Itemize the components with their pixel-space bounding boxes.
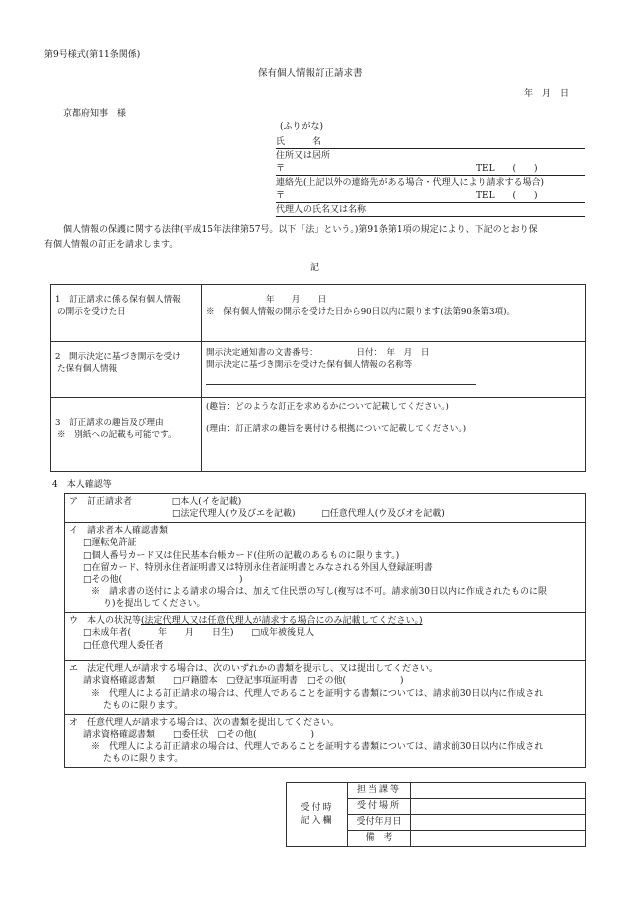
checkbox-delegator[interactable]: □任意代理人委任者	[83, 640, 164, 651]
row-d	[65, 661, 586, 715]
section-2-info-name: 開示決定に基づき開示を受けた保有個人情報の名称等	[206, 359, 413, 370]
checkbox-legal-agent[interactable]: □法定代理人(ウ及びエを記載)	[172, 509, 296, 520]
row-e	[65, 714, 586, 768]
furigana-label: (ふりがな)	[280, 122, 324, 132]
legal-agent-docs-options[interactable]: 請求資格確認書類 □戸籍謄本 □登記事項証明書 □その他( )	[83, 676, 404, 687]
tel-label-2[interactable]: TEL ( )	[476, 191, 538, 201]
section-1-note: ※ 保有個人情報の開示を受けた日から90日以内に限ります(法第90条第3項)。	[206, 306, 516, 317]
identity-table	[64, 493, 586, 768]
section-2-label	[51, 342, 202, 398]
section-2-label-line-1: 2 開示決定に基づき開示を受け	[55, 352, 181, 362]
section-3-purpose: (趣旨：どのような訂正を求めるかについて記載してください。)	[206, 402, 449, 412]
reception-date-value[interactable]	[411, 815, 586, 831]
voluntary-agent-docs-options[interactable]: 請求資格確認書類 □委任状 □その他( )	[83, 729, 315, 740]
voluntary-agent-docs-cell	[65, 714, 586, 768]
checkbox-residence-card[interactable]: □在留カード、特別永住者証明書又は特別永住者証明書とみなされる外国人登録証明書	[83, 562, 433, 573]
checkbox-voluntary-agent[interactable]: □任意代理人(ウ及びオを記載)	[321, 509, 445, 520]
section-2-content[interactable]	[202, 342, 586, 398]
reception-place-label: 受付場所	[348, 799, 411, 815]
form-number: 第9号様式(第11条関係)	[44, 50, 141, 60]
section-1-label-line-2: の開示を受けた日	[57, 306, 126, 317]
id-documents-title: イ 請求者本人確認書類	[69, 526, 169, 537]
reception-label-cell	[287, 783, 348, 847]
section-2-label-line-2: た保有個人情報	[57, 363, 118, 374]
row-a	[65, 494, 586, 523]
reception-place-value[interactable]	[411, 799, 586, 815]
contact-underline	[276, 202, 585, 203]
name-underline	[276, 148, 585, 149]
section-2-doc-number: 開示決定通知書の文書番号： 日付： 年 月 日	[206, 348, 430, 358]
section-3-reason: (理由：訂正請求の趣旨を裏付ける根拠について記載してください。)	[206, 423, 467, 434]
section-1-content[interactable]	[202, 285, 586, 342]
intro-line-2: 有個人情報の訂正を請求します。	[44, 240, 179, 250]
section-3-label-line-1: 3 訂正請求の趣旨及び理由	[55, 418, 164, 428]
legal-agent-docs-title: エ 法定代理人が請求する場合は、次のいずれかの書類を提示し、又は提出してください。	[69, 664, 439, 675]
section-3-label	[51, 398, 202, 472]
postal-mark-2: 〒	[276, 191, 286, 201]
ki-heading: 記	[310, 263, 320, 273]
postal-mark-1: 〒	[276, 164, 286, 174]
address-underline	[276, 175, 585, 176]
addressee: 京都府知事 様	[63, 109, 127, 119]
requester-type-cell	[65, 494, 586, 523]
requester-type-label: ア 訂正請求者	[69, 497, 133, 507]
section-4-title: 4 本人確認等	[52, 480, 112, 490]
tel-label-1[interactable]: TEL ( )	[476, 164, 538, 174]
reception-date-label: 受付年月日	[348, 815, 411, 831]
contact-label[interactable]: 連絡先(上記以外の連絡先がある場合・代理人により請求する場合)	[276, 178, 545, 188]
date-line: 年 月 日	[524, 89, 570, 99]
name-label[interactable]: 氏 名	[276, 137, 322, 147]
row-c	[65, 613, 586, 661]
reception-label-line-1: 受付時	[300, 803, 334, 814]
reception-remarks-value[interactable]	[411, 831, 586, 847]
reception-label-line-2: 記入欄	[300, 815, 334, 826]
section-1-label	[51, 285, 202, 342]
id-documents-note-line-2: り)を提出してください。	[103, 599, 206, 610]
voluntary-agent-note-line-1: ※ 代理人による訂正請求の場合は、代理人であることを証明する書類については、請求前30日以内に作成され	[91, 742, 544, 753]
reception-dept-value[interactable]	[411, 783, 586, 799]
request-table	[50, 284, 586, 472]
voluntary-agent-docs-title: オ 任意代理人が請求する場合は、次の書類を提出してください。	[69, 717, 340, 728]
section-1-row	[51, 285, 586, 342]
checkbox-my-number-card[interactable]: □個人番号カード又は住民基本台帳カード(住所の記載のあるものに限ります。)	[83, 550, 400, 561]
checkbox-drivers-license[interactable]: □運転免許証	[83, 538, 137, 549]
section-1-label-line-1: 1 訂正請求に係る保有個人情報	[55, 295, 181, 305]
checkbox-minor[interactable]: □未成年者( 年 月 日生) □成年被後見人	[83, 628, 315, 639]
section-2-underline	[206, 384, 476, 385]
voluntary-agent-note-line-2: たものに限ります。	[103, 754, 184, 765]
section-1-date: 年 月 日	[266, 295, 327, 305]
principal-status-cell	[65, 613, 586, 661]
section-3-content[interactable]	[202, 398, 586, 472]
section-3-row	[51, 398, 586, 472]
legal-agent-docs-cell	[65, 661, 586, 715]
address-label[interactable]: 住所又は居所	[276, 151, 331, 161]
legal-agent-note-line-1: ※ 代理人による訂正請求の場合は、代理人であることを証明する書類については、請求前30日以内に作成され	[91, 688, 544, 699]
section-3-label-line-2: ※ 別紙への記載も可能です。	[57, 429, 177, 440]
agent-name-label[interactable]: 代理人の氏名又は名称	[276, 205, 367, 215]
document-title: 保有個人情報訂正請求書	[258, 68, 363, 79]
intro-line-1: 個人情報の保護に関する法律(平成15年法律第57号。以下「法」という。)第91条第1項の規定により、下記のとおり保	[63, 225, 538, 235]
section-2-row	[51, 342, 586, 398]
principal-status-title: ウ 本人の状況等	[69, 616, 142, 627]
checkbox-self[interactable]: □本人(イを記載)	[171, 497, 242, 507]
id-documents-note-line-1: ※ 請求書の送付による請求の場合は、加えて住民票の写し(複写は不可。請求前30日以内に作成されたものに限	[91, 586, 547, 597]
reception-table	[286, 782, 586, 847]
reception-dept-label: 担当課等	[348, 783, 411, 799]
reception-remarks-label: 備 考	[348, 831, 411, 847]
id-documents-cell	[65, 523, 586, 613]
checkbox-other-id[interactable]: □その他( )	[83, 574, 243, 585]
row-b	[65, 523, 586, 613]
legal-agent-note-line-2: たものに限ります。	[103, 700, 184, 711]
principal-status-instruction: (法定代理人又は任意代理人が請求する場合にのみ記載してください。)	[141, 616, 423, 627]
agent-name-underline	[276, 216, 585, 217]
